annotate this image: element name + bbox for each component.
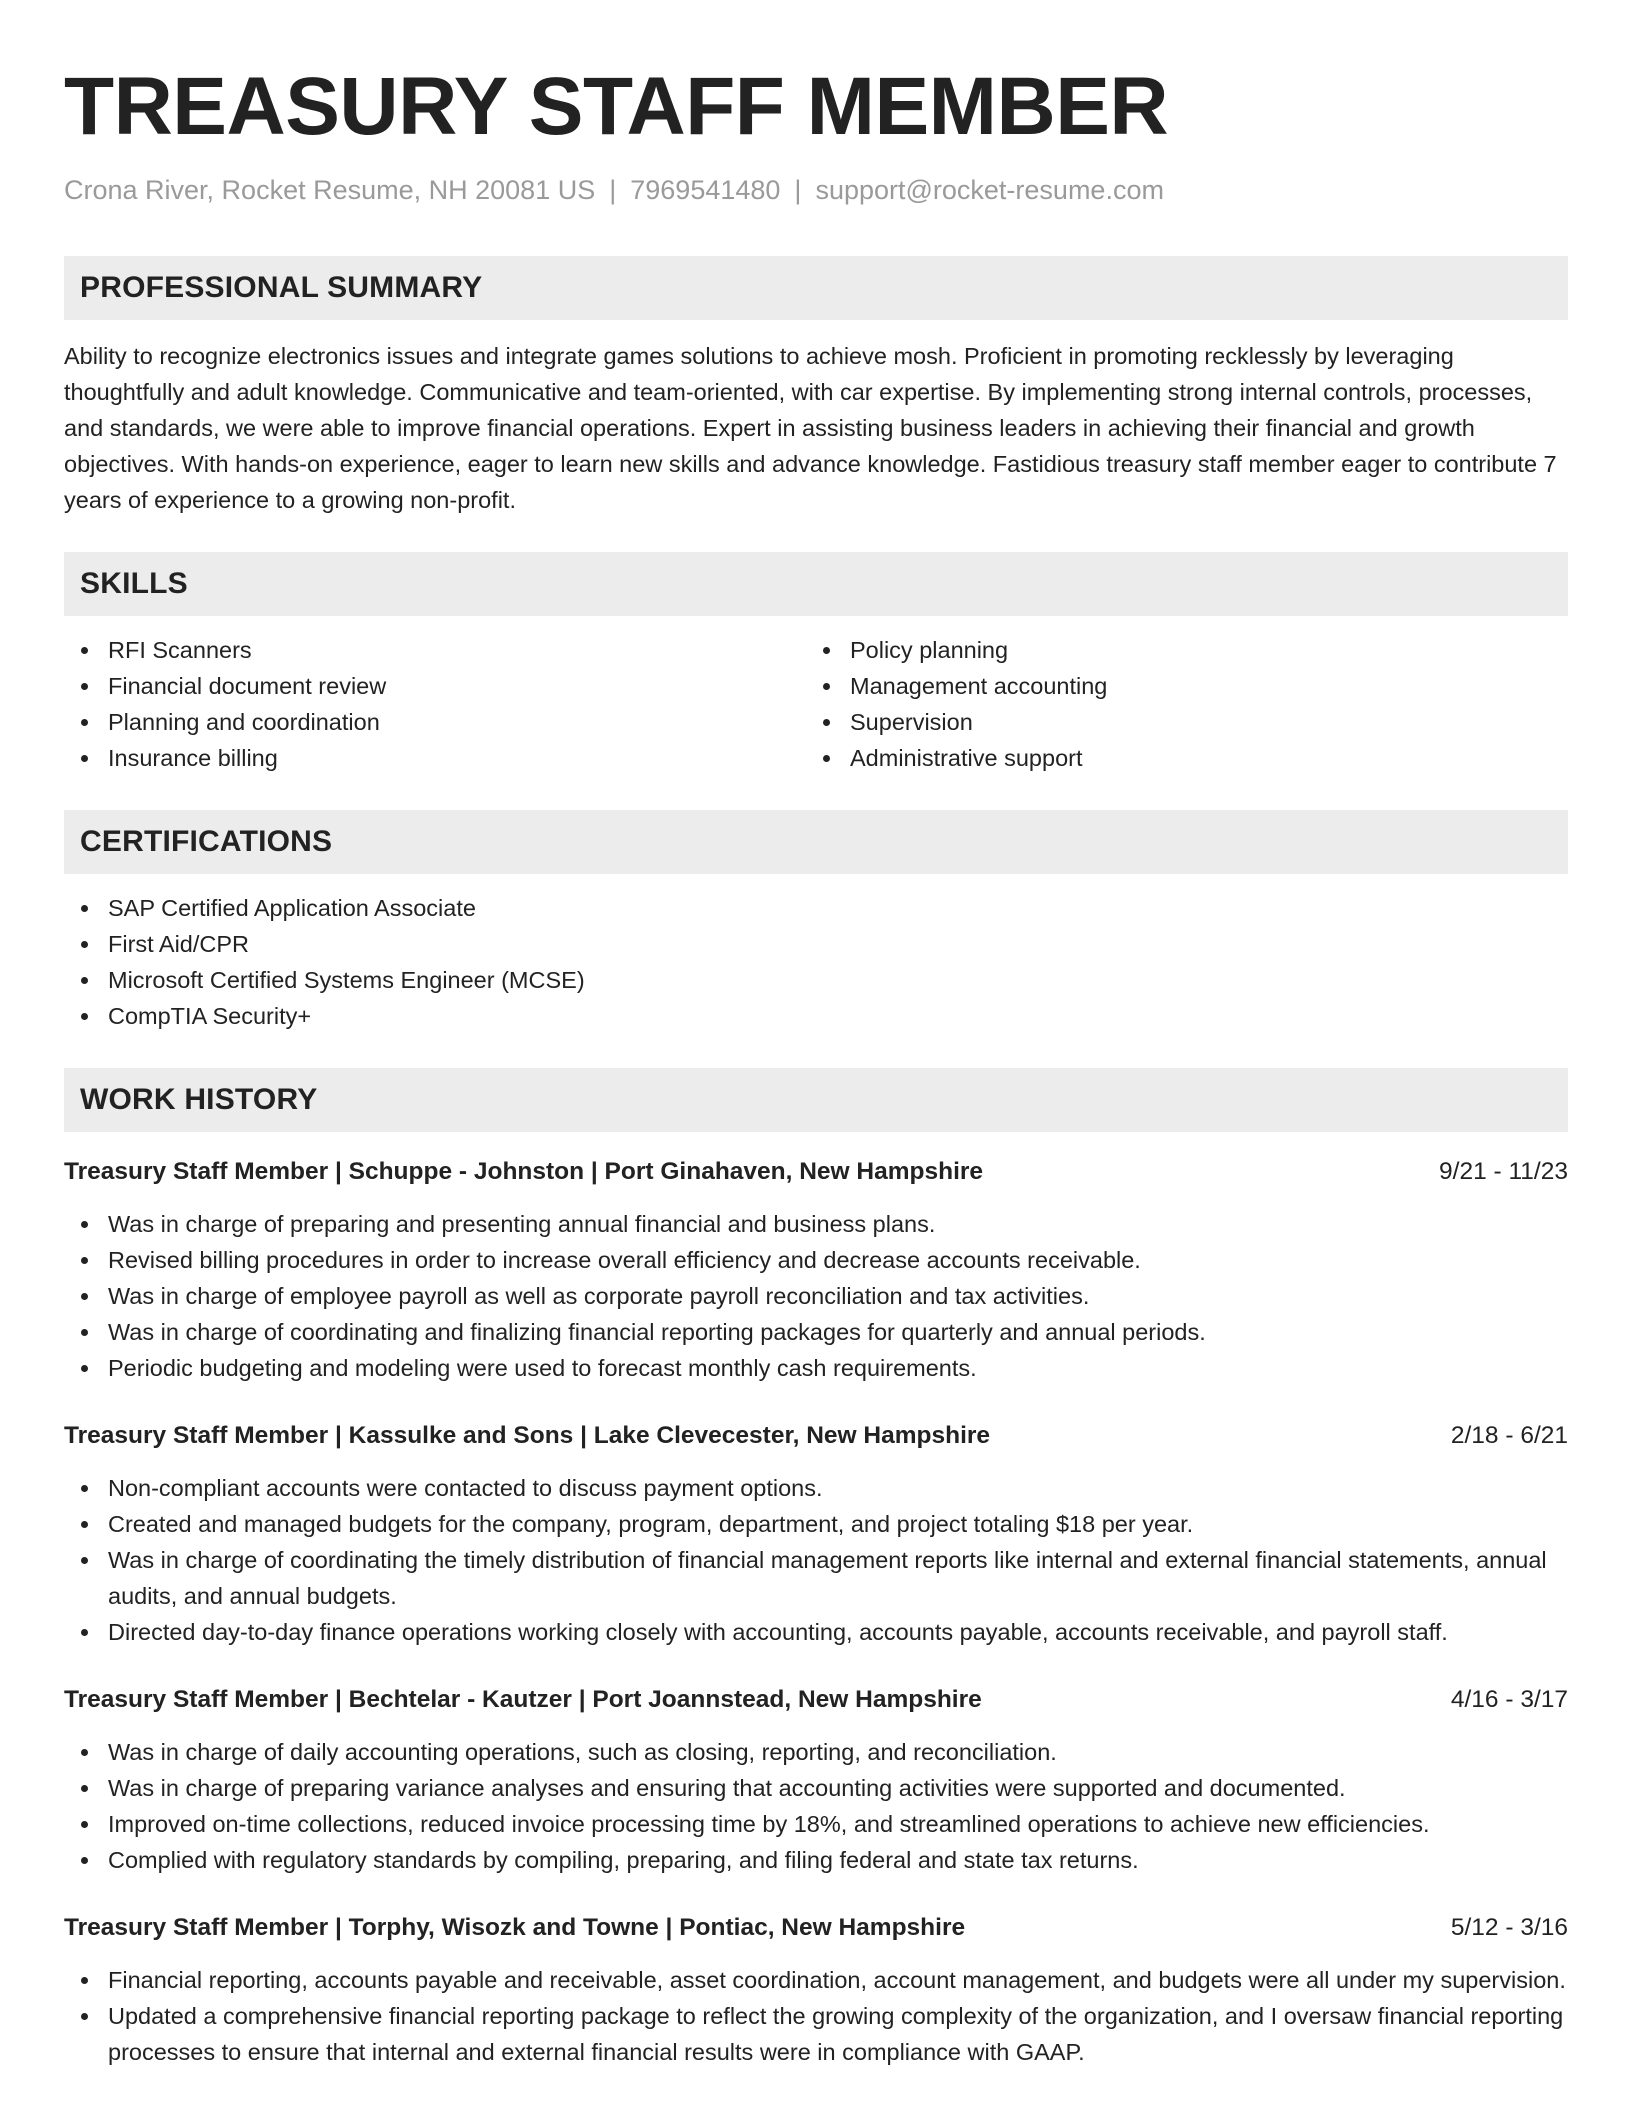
- job-entry: [64, 1154, 1568, 1386]
- job-dates: 4/16 - 3/17: [1450, 1686, 1568, 1714]
- skill-item: Administrative support: [806, 740, 1548, 776]
- job-bullets: [64, 1962, 1568, 2070]
- section-heading-summary: PROFESSIONAL SUMMARY: [64, 256, 1568, 320]
- job-header: [64, 1910, 1568, 1946]
- job-bullet: Financial reporting, accounts payable and receivable, asset coordination, account management, and budgets were all under my supervision.: [64, 1962, 1568, 1998]
- skill-item: RFI Scanners: [64, 632, 806, 668]
- job-bullet: Was in charge of preparing variance analyses and ensuring that accounting activities were supported and documented.: [64, 1770, 1568, 1806]
- skill-item: Insurance billing: [64, 740, 806, 776]
- skill-item: Policy planning: [806, 632, 1548, 668]
- job-dates: 9/21 - 11/23: [1439, 1158, 1568, 1186]
- skill-item: Management accounting: [806, 668, 1548, 704]
- contact-email: support@rocket-resume.com: [815, 175, 1164, 205]
- job-bullet: Created and managed budgets for the company, program, department, and project totaling $18 per year.: [64, 1506, 1568, 1542]
- job-bullet: Complied with regulatory standards by compiling, preparing, and filing federal and state tax returns.: [64, 1842, 1568, 1878]
- job-header: [64, 1418, 1568, 1454]
- candidate-title: TREASURY STAFF MEMBER: [64, 61, 1169, 152]
- certification-item: Microsoft Certified Systems Engineer (MCSE): [64, 962, 1568, 998]
- contact-line: [64, 174, 1568, 206]
- contact-address: Crona River, Rocket Resume, NH 20081 US: [64, 175, 596, 205]
- job-bullets: [64, 1734, 1568, 1878]
- contact-separator: |: [794, 175, 802, 205]
- section-heading-work-history: WORK HISTORY: [64, 1068, 1568, 1132]
- job-bullet: Updated a comprehensive financial reporting package to reflect the growing complexity of the organization, and I oversaw financial reporting processes to ensure that internal and external financial results were in compliance with GAAP.: [64, 1998, 1568, 2070]
- job-bullet: Non-compliant accounts were contacted to discuss payment options.: [64, 1470, 1568, 1506]
- job-bullet: Was in charge of employee payroll as well as corporate payroll reconciliation and tax activities.: [64, 1278, 1568, 1314]
- job-title: Treasury Staff Member | Bechtelar - Kautzer | Port Joannstead, New Hampshire: [64, 1686, 982, 1714]
- certifications-list: [64, 890, 1568, 1034]
- contact-separator: |: [609, 175, 617, 205]
- contact-phone: 7969541480: [630, 175, 781, 205]
- job-dates: 5/12 - 3/16: [1450, 1914, 1568, 1942]
- job-dates: 2/18 - 6/21: [1450, 1422, 1568, 1450]
- summary-text: Ability to recognize electronics issues and integrate games solutions to achieve mosh. Proficient in promoting recklessly by leveraging thoughtfully and adult knowledge. Communicative and team-oriented, with car expertise. By implementing strong internal controls, processes, and standards, we were able to improve financial operations. Expert in assisting business leaders in achieving their financial and growth objectives. With hands-on experience, eager to learn new skills and advance knowledge. Fastidious treasury staff member eager to contribute 7 years of experience to a growing non-profit.: [64, 343, 1557, 514]
- skill-item: Planning and coordination: [64, 704, 806, 740]
- skills-list-right: [806, 632, 1548, 776]
- job-bullet: Was in charge of daily accounting operations, such as closing, reporting, and reconciliation.: [64, 1734, 1568, 1770]
- job-header: [64, 1154, 1568, 1190]
- job-entry: [64, 1682, 1568, 1878]
- job-bullet: Revised billing procedures in order to increase overall efficiency and decrease accounts receivable.: [64, 1242, 1568, 1278]
- job-title: Treasury Staff Member | Torphy, Wisozk and Towne | Pontiac, New Hampshire: [64, 1914, 966, 1942]
- job-bullet: Was in charge of coordinating and finalizing financial reporting packages for quarterly and annual periods.: [64, 1314, 1568, 1350]
- job-bullet: Was in charge of coordinating the timely distribution of financial management reports like internal and external financial statements, annual audits, and annual budgets.: [64, 1542, 1568, 1614]
- skill-item: Financial document review: [64, 668, 806, 704]
- job-entry: [64, 1418, 1568, 1650]
- job-header: [64, 1682, 1568, 1718]
- certification-item: CompTIA Security+: [64, 998, 1568, 1034]
- job-title: Treasury Staff Member | Kassulke and Sons | Lake Clevecester, New Hampshire: [64, 1422, 991, 1450]
- job-bullet: Improved on-time collections, reduced invoice processing time by 18%, and streamlined operations to achieve new efficiencies.: [64, 1806, 1568, 1842]
- job-bullets: [64, 1206, 1568, 1386]
- section-heading-skills: SKILLS: [64, 552, 1568, 616]
- job-bullet: Directed day-to-day finance operations working closely with accounting, accounts payable, accounts receivable, and payroll staff.: [64, 1614, 1568, 1650]
- skills-grid: [64, 632, 1568, 776]
- job-bullets: [64, 1470, 1568, 1650]
- job-title: Treasury Staff Member | Schuppe - Johnston | Port Ginahaven, New Hampshire: [64, 1158, 984, 1186]
- job-bullet: Periodic budgeting and modeling were used to forecast monthly cash requirements.: [64, 1350, 1568, 1386]
- job-entry: [64, 1910, 1568, 2070]
- job-bullet: Was in charge of preparing and presenting annual financial and business plans.: [64, 1206, 1568, 1242]
- skills-list-left: [64, 632, 806, 776]
- skill-item: Supervision: [806, 704, 1548, 740]
- section-heading-certifications: CERTIFICATIONS: [64, 810, 1568, 874]
- certification-item: SAP Certified Application Associate: [64, 890, 1568, 926]
- certification-item: First Aid/CPR: [64, 926, 1568, 962]
